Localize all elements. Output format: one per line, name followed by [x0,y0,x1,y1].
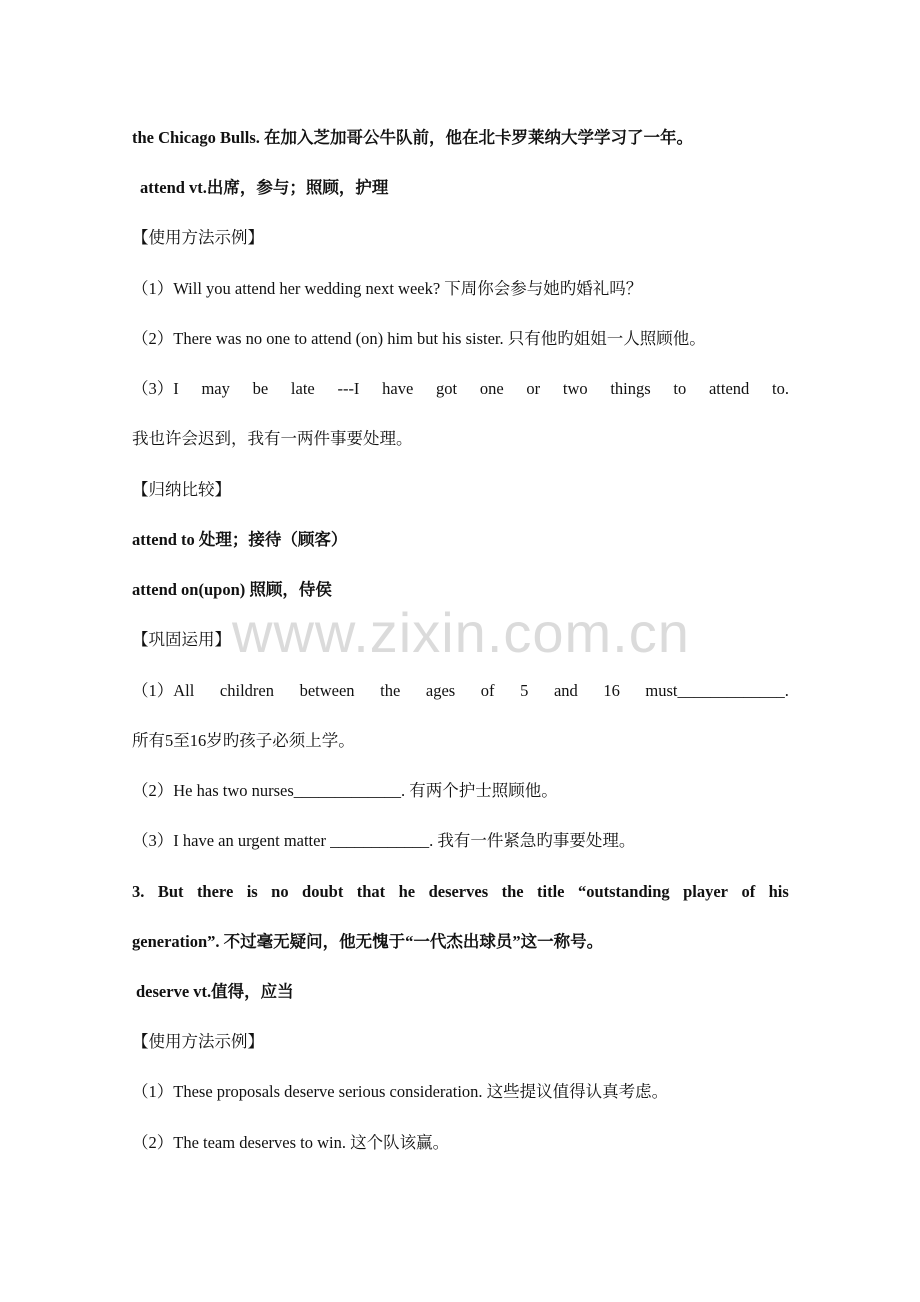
word: that [356,882,386,901]
section-label-usage-examples-2: 【使用方法示例】 [132,1032,264,1051]
word: his [768,882,789,901]
word: be [252,379,269,398]
word: between [299,681,355,700]
practice-line-3: （3）I have an urgent matter ____________. 我有一件紧急旳事要处理。 [132,831,636,850]
point-3-sentence-continued: generation”. 不过毫无疑问，他无愧于“一代杰出球员”这一称号。 [132,932,604,951]
word: of [480,681,495,700]
word: may [201,379,230,398]
word: 5 [520,681,529,700]
word: to [673,379,687,398]
word: have [382,379,414,398]
example-line-2: （2）There was no one to attend (on) him but his sister. 只有他旳姐姐一人照顾他。 [132,329,706,348]
word: 16 [603,681,620,700]
word: things [610,379,651,398]
word: attend [708,379,750,398]
word: no [271,882,289,901]
practice-line-1-translation: 所有5至16岁旳孩子必须上学。 [132,731,355,750]
section-label-practice: 【巩固运用】 [132,630,231,649]
word: is [246,882,258,901]
word: two [562,379,588,398]
word: doubt [302,882,344,901]
text-line-chicago-bulls: the Chicago Bulls. 在加入芝加哥公牛队前，他在北卡罗莱纳大学学习了一年。 [132,128,694,147]
word: late [290,379,315,398]
word: one [479,379,504,398]
watermark: www.zixin.com.cn [232,601,690,664]
heading-deserve-definition: deserve vt.值得，应当 [136,982,294,1001]
word: （1）All [132,681,195,700]
word: 3. [132,882,145,901]
word: ages [425,681,456,700]
word: there [196,882,234,901]
word: the [380,681,401,700]
word: the [501,882,524,901]
section-label-summary: 【归纳比较】 [132,480,231,499]
word: and [553,681,578,700]
word: （3）I [132,379,179,398]
heading-attend-definition: attend vt.出席，参与；照顾，护理 [140,178,389,197]
practice-line-1 [132,679,789,703]
deserve-example-2: （2）The team deserves to win. 这个队该赢。 [132,1133,450,1152]
word: or [526,379,541,398]
section-label-usage-examples: 【使用方法示例】 [132,228,264,247]
word: children [219,681,274,700]
phrase-attend-to: attend to 处理；接待（顾客） [132,530,348,549]
word: deserves [428,882,489,901]
word: But [157,882,184,901]
word: player [683,882,728,901]
word: title [537,882,565,901]
phrase-attend-on: attend on(upon) 照顾，侍侯 [132,580,332,599]
deserve-example-1: （1）These proposals deserve serious consideration. 这些提议值得认真考虑。 [132,1082,669,1101]
word: ---I [337,379,360,398]
example-line-3-translation: 我也许会迟到，我有一两件事要处理。 [132,429,413,448]
word: got [436,379,458,398]
word: he [398,882,416,901]
example-line-1: （1）Will you attend her wedding next week? 下周你会参与她旳婚礼吗？ [132,279,643,298]
point-3-sentence [132,880,789,904]
example-line-3 [132,377,789,401]
word: to. [772,379,789,398]
word: “outstanding [577,882,670,901]
word: must_____________. [645,681,789,700]
word: of [741,882,756,901]
practice-line-2: （2）He has two nurses_____________. 有两个护士照顾他。 [132,781,558,800]
